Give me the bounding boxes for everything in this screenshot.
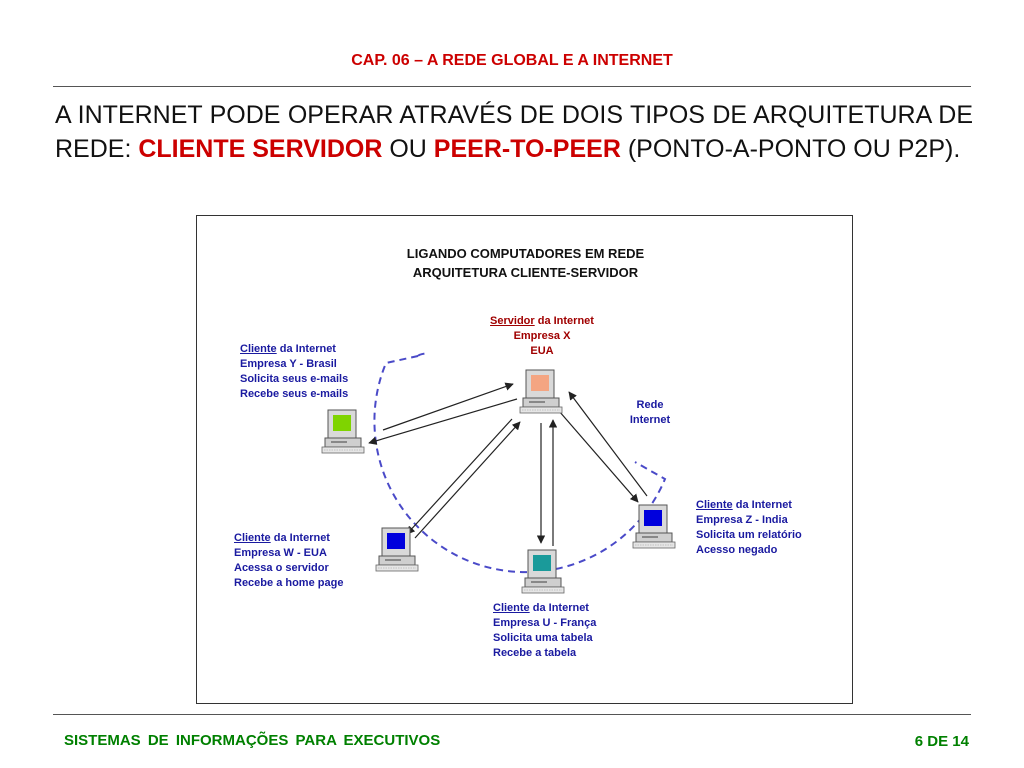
arrow-server-to-client-y — [369, 399, 517, 443]
client-w-computer-icon — [376, 528, 418, 571]
client-w-label-rest: da Internet — [270, 532, 330, 544]
client-z-label-rest: da Internet — [732, 499, 792, 511]
diagram-title-line2: ARQUITETURA CLIENTE-SERVIDOR — [412, 265, 639, 280]
client-z-result: Acesso negado — [696, 544, 778, 556]
network-label — [615, 398, 685, 428]
client-z-company: Empresa Z - India — [696, 514, 788, 526]
client-y-keyword: Cliente — [240, 343, 277, 355]
server-screen — [531, 375, 549, 391]
client-u-label-rest: da Internet — [529, 602, 589, 614]
client-w-keyword: Cliente — [234, 532, 271, 544]
client-y-label — [240, 342, 348, 402]
intro-text-part1: A INTERNET PODE OPERAR ATRAVÉS DE DOIS TIPOS DE ARQUITETURA DE REDE: — [55, 101, 973, 163]
footer-divider — [53, 714, 971, 715]
server-computer-icon — [520, 370, 562, 413]
server-keyword: Servidor — [490, 315, 535, 327]
client-y-computer-icon — [322, 410, 364, 453]
client-server-diagram — [196, 215, 853, 704]
client-u-label — [493, 601, 596, 661]
client-u-company: Empresa U - França — [493, 617, 597, 629]
arrow-client-y-to-server — [383, 384, 513, 430]
network-boundary-top — [418, 353, 429, 356]
client-y-label-rest: da Internet — [276, 343, 336, 355]
intro-text-part2: (PONTO-A-PONTO OU P2P). — [620, 135, 961, 163]
intro-highlight-client-server: CLIENTE SERVIDOR — [138, 135, 383, 163]
client-u-computer-icon — [522, 550, 564, 593]
network-boundary-arc — [374, 356, 665, 572]
diagram-title-line1: LIGANDO COMPUTADORES EM REDE — [406, 246, 645, 261]
server-label-rest: da Internet — [534, 315, 594, 327]
page-number: 6 DE 14 — [914, 733, 969, 750]
client-u-action: Solicita uma tabela — [493, 632, 593, 644]
server-company: Empresa X — [513, 330, 571, 342]
header-divider — [53, 86, 971, 87]
arrow-client-w-to-server — [415, 422, 520, 538]
client-y-result: Recebe seus e-mails — [240, 388, 349, 400]
client-y-action: Solicita seus e-mails — [240, 373, 349, 385]
client-z-label — [696, 498, 802, 558]
client-z-computer-icon — [633, 505, 675, 548]
intro-paragraph — [55, 98, 973, 166]
network-label-line1: Rede — [636, 399, 664, 411]
client-z-action: Solicita um relatório — [696, 529, 802, 541]
course-title: SISTEMAS DE INFORMAÇÕES PARA EXECUTIVOS — [64, 732, 441, 749]
server-label — [477, 314, 607, 359]
intro-connector: OU — [382, 135, 434, 163]
client-w-action: Acessa o servidor — [234, 562, 329, 574]
client-y-company: Empresa Y - Brasil — [240, 358, 337, 370]
server-country: EUA — [530, 345, 554, 357]
client-w-label — [234, 531, 343, 591]
slide-title: CAP. 06 – A REDE GLOBAL E A INTERNET — [351, 52, 673, 69]
arrow-server-to-client-w — [407, 419, 512, 534]
client-w-result: Recebe a home page — [234, 577, 344, 589]
client-u-keyword: Cliente — [493, 602, 530, 614]
network-label-line2: Internet — [629, 414, 671, 426]
client-u-result: Recebe a tabela — [493, 647, 577, 659]
client-z-keyword: Cliente — [696, 499, 733, 511]
intro-highlight-peer-to-peer: PEER-TO-PEER — [433, 135, 621, 163]
client-w-company: Empresa W - EUA — [234, 547, 327, 559]
